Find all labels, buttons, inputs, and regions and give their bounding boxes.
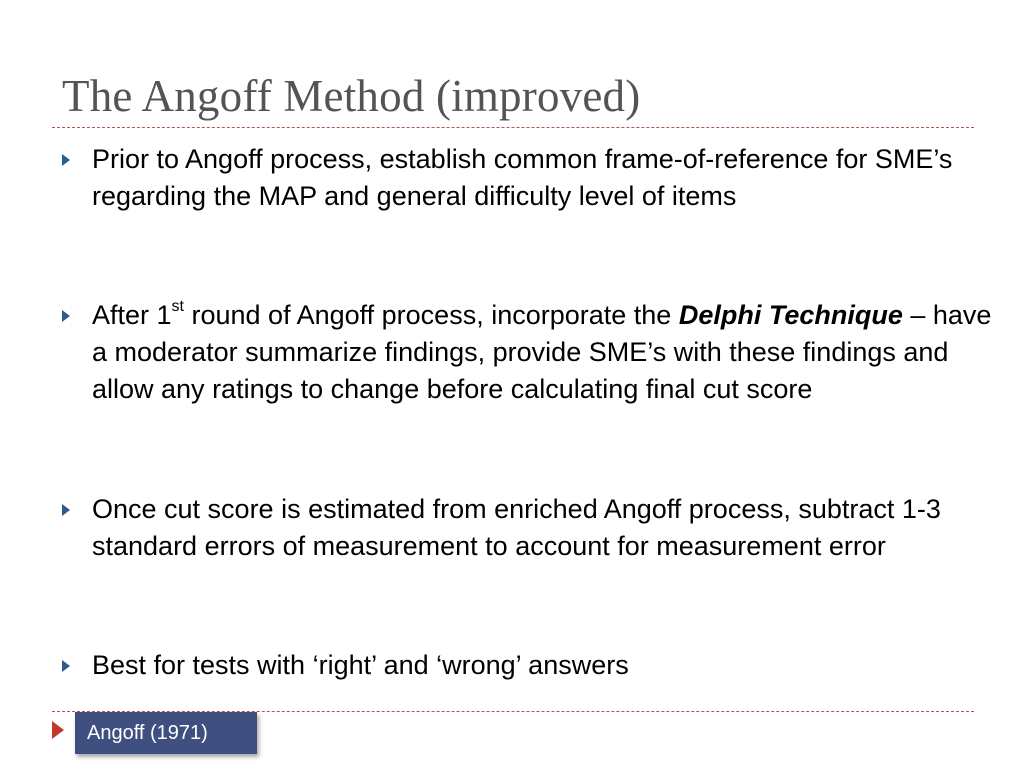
bullet-text-post: – have a moderator summarize findings, provide SME’s with these findings and allow any ratings to change before calculating final cut score [92,300,992,404]
bullet-arrow-icon [62,154,70,166]
bullet-item-3 [60,491,992,565]
bullet-text-mid: round of Angoff process, incorporate the [184,300,679,330]
footer-triangle-icon [52,721,64,739]
delphi-technique-term: Delphi Technique [678,300,903,330]
bullet-arrow-icon [62,504,70,516]
slide-title: The Angoff Method (improved) [62,71,641,121]
bullet-item-1 [60,141,960,215]
bullet-arrow-icon [62,660,70,672]
bullet-item-4 [60,647,992,684]
bullet-arrow-icon [62,310,70,322]
bullet-item-2 [60,297,992,408]
ordinal-superscript: st [171,298,184,315]
bullet-text: Best for tests with ‘right’ and ‘wrong’ answers [92,650,629,680]
bullet-list [60,141,992,680]
title-divider [52,127,974,128]
bullet-text: Once cut score is estimated from enriched Angoff process, subtract 1-3 standard errors of measurement to account for measurement error [92,494,941,561]
bullet-text-pre: After 1 [92,300,172,330]
bullet-text: Prior to Angoff process, establish common frame-of-reference for SME’s regarding the MAP and general difficulty level of items [92,144,953,211]
citation-box: Angoff (1971) [75,712,257,754]
